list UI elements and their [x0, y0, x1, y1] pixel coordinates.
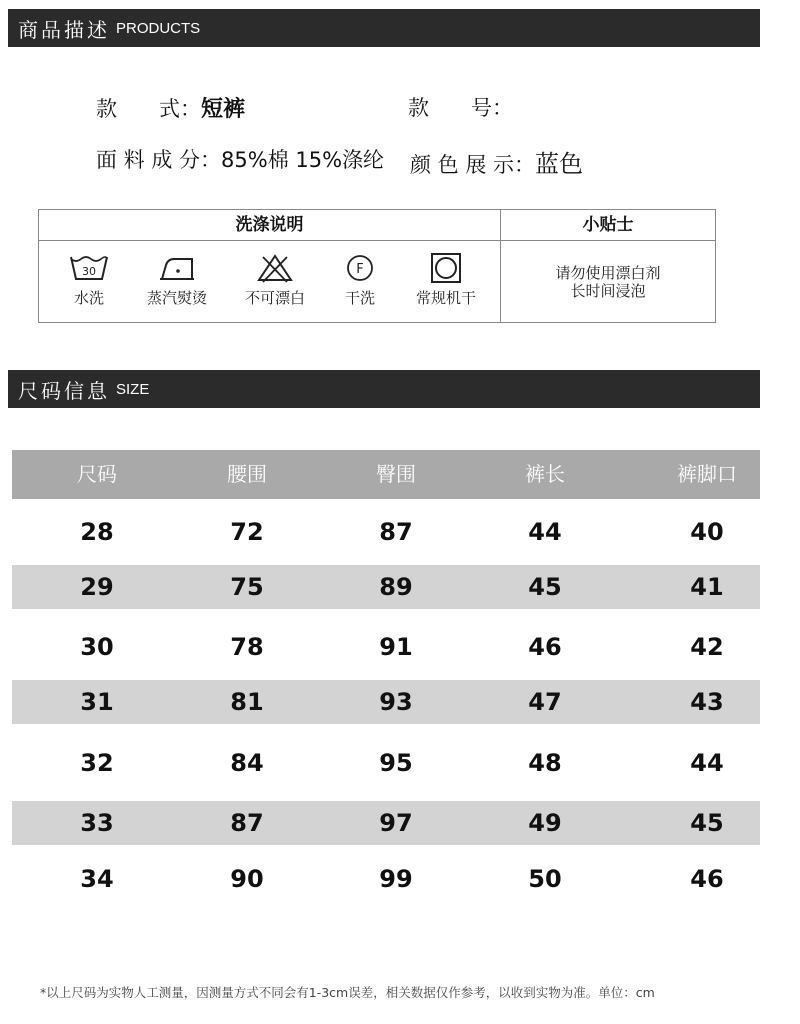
cell: 41 [690, 573, 724, 601]
cell: 44 [528, 518, 562, 546]
color-value: 蓝色 [535, 150, 584, 178]
care-item-dry [401, 253, 491, 308]
number-field [408, 92, 513, 122]
number-label: 款 号： [408, 96, 513, 120]
section-title: 商品描述 [18, 17, 110, 42]
measurement-note: *以上尺码为实物人工测量，因测量方式不同会有1-3cm误差，相关数据仅作参考，以收到实物为准。单位：cm [40, 985, 655, 1000]
cell: 72 [230, 518, 264, 546]
fabric-value: 85%棉 15%涤纶 [221, 148, 385, 172]
tip-line: 请勿使用漂白剂 [555, 264, 661, 282]
tip-title: 小贴士 [582, 215, 634, 235]
cell: 95 [379, 749, 413, 777]
cell: 87 [230, 809, 264, 837]
care-label: 常规机干 [415, 289, 476, 307]
care-instructions-box [38, 209, 716, 323]
cell: 29 [80, 573, 114, 601]
cell: 31 [80, 688, 114, 716]
header-hip: 臀围 [376, 462, 416, 486]
care-item-bleach [230, 253, 320, 308]
cell: 97 [379, 809, 413, 837]
cell: 34 [80, 865, 114, 893]
size-section-bar [8, 370, 760, 408]
color-field [410, 144, 583, 179]
care-item-wash [44, 253, 134, 308]
care-label: 干洗 [344, 289, 375, 307]
header-leg-opening: 裤脚口 [677, 462, 737, 486]
table-row [12, 510, 760, 554]
cell: 43 [690, 688, 724, 716]
wash-temp-text: 30 [82, 265, 96, 278]
section-subtitle: SIZE [116, 380, 150, 398]
care-title: 洗涤说明 [235, 215, 304, 235]
dry-clean-icon [339, 253, 381, 283]
cell: 33 [80, 809, 114, 837]
cell: 84 [230, 749, 264, 777]
cell: 78 [230, 633, 264, 661]
cell: 42 [690, 633, 724, 661]
cell: 47 [528, 688, 562, 716]
cell: 93 [379, 688, 413, 716]
size-table-header [12, 450, 760, 499]
header-size: 尺码 [77, 462, 117, 486]
care-item-iron [132, 253, 222, 308]
cell: 32 [80, 749, 114, 777]
cell: 99 [379, 865, 413, 893]
no-bleach-icon [254, 253, 296, 283]
cell: 91 [379, 633, 413, 661]
section-title: 尺码信息 [18, 378, 110, 403]
cell: 46 [528, 633, 562, 661]
care-label: 蒸汽熨烫 [146, 289, 207, 307]
cell: 48 [528, 749, 562, 777]
table-row [12, 857, 760, 901]
table-row [12, 801, 760, 845]
header-length: 裤长 [525, 462, 565, 486]
cell: 30 [80, 633, 114, 661]
steam-iron-icon [156, 253, 198, 283]
cell: 89 [379, 573, 413, 601]
care-label: 不可漂白 [244, 289, 305, 307]
fabric-field [96, 144, 384, 174]
header-waist: 腰围 [227, 462, 267, 486]
tip-text [500, 264, 716, 300]
fabric-label: 面 料 成 分： [96, 148, 222, 172]
table-row [12, 565, 760, 609]
products-section-bar [8, 9, 760, 47]
cell: 45 [528, 573, 562, 601]
cell: 28 [80, 518, 114, 546]
tip-line: 长时间浸泡 [570, 282, 646, 300]
cell: 90 [230, 865, 264, 893]
cell: 75 [230, 573, 264, 601]
cell: 81 [230, 688, 264, 716]
style-value: 短裤 [201, 97, 246, 122]
wash-30-icon [68, 253, 110, 283]
cell: 45 [690, 809, 724, 837]
table-row [12, 741, 760, 785]
tumble-dry-icon [425, 253, 467, 283]
care-label: 水洗 [73, 289, 104, 307]
table-row [12, 625, 760, 669]
cell: 49 [528, 809, 562, 837]
cell: 40 [690, 518, 724, 546]
cell: 87 [379, 518, 413, 546]
style-label: 款 式： [96, 97, 201, 121]
table-row [12, 680, 760, 724]
color-label: 颜 色 展 示： [410, 153, 536, 177]
cell: 44 [690, 749, 724, 777]
cell: 46 [690, 865, 724, 893]
section-subtitle: PRODUCTS [116, 19, 201, 37]
dryclean-letter: F [356, 262, 364, 277]
care-item-dryclean [315, 253, 405, 308]
cell: 50 [528, 865, 562, 893]
style-field [96, 92, 245, 123]
